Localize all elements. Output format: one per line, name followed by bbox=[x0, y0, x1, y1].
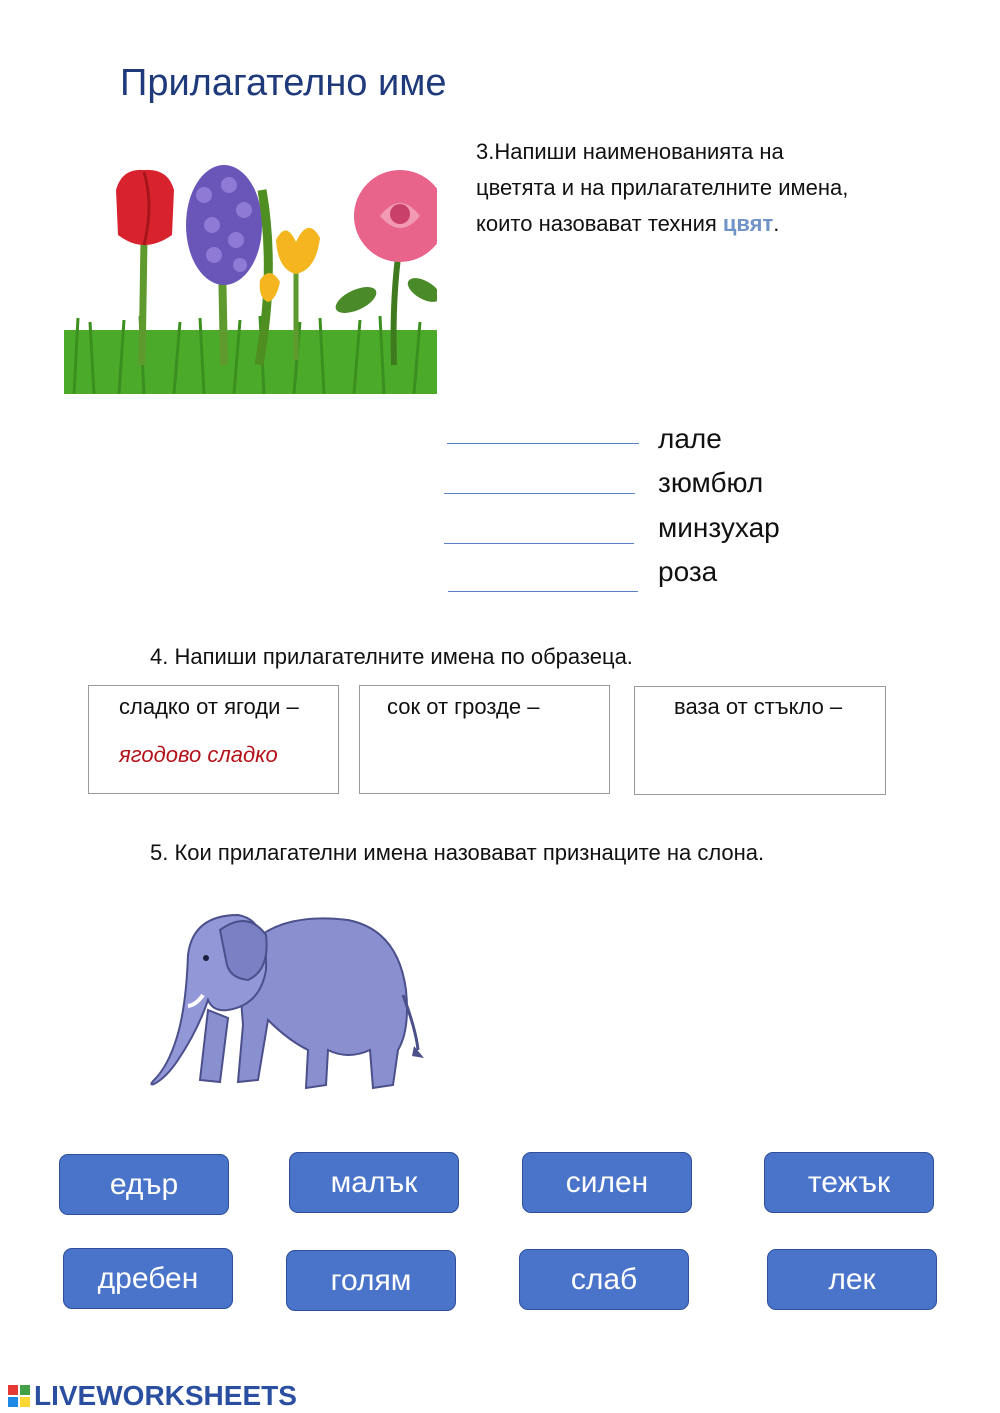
answer-line-roza[interactable] bbox=[448, 591, 638, 592]
flower-word-roza: роза bbox=[658, 556, 718, 587]
option-chip-lek[interactable]: лек bbox=[767, 1249, 937, 1310]
flower-word-minzuhar: минзухар bbox=[658, 512, 780, 543]
option-chip-tezhak[interactable]: тежък bbox=[764, 1152, 934, 1213]
elephant-illustration bbox=[148, 900, 428, 1096]
task3-highlight-word: цвят bbox=[722, 211, 774, 236]
task4-sample-answer: ягодово сладко bbox=[119, 742, 278, 767]
option-chip-malak[interactable]: малък bbox=[289, 1152, 459, 1213]
task3-text: 3.Напиши наименованията на цветята и на прилагателните имена, които назовават техния bbox=[476, 139, 849, 236]
task3-instructions bbox=[476, 134, 856, 242]
task4-box-1 bbox=[88, 685, 339, 794]
task4-box-2-label: сок от грозде – bbox=[387, 694, 540, 719]
option-chip-silen[interactable]: силен bbox=[522, 1152, 692, 1213]
task4-box-3[interactable] bbox=[634, 686, 886, 795]
task4-box-3-label: ваза от стъкло – bbox=[674, 694, 843, 719]
answer-line-lale[interactable] bbox=[447, 443, 639, 444]
task4-box-2[interactable] bbox=[359, 685, 610, 794]
task5-heading: 5. Кои прилагателни имена назовават признаците на слона. bbox=[150, 840, 765, 865]
task3-text-end: . bbox=[773, 211, 780, 236]
task4-heading: 4. Напиши прилагателните имена по образеца. bbox=[150, 644, 633, 669]
option-chip-edar[interactable]: едър bbox=[59, 1154, 229, 1215]
option-chip-slab[interactable]: слаб bbox=[519, 1249, 689, 1310]
flower-word-lale: лале bbox=[658, 423, 722, 454]
footer-brand-text: LIVEWORKSHEETS bbox=[34, 1380, 297, 1411]
flowers-illustration bbox=[64, 150, 437, 394]
option-chip-golyam[interactable]: голям bbox=[286, 1250, 456, 1311]
liveworksheets-logo-icon bbox=[8, 1385, 30, 1407]
flower-word-zyumbyul: зюмбюл bbox=[658, 467, 764, 498]
footer-brand bbox=[8, 1380, 297, 1412]
answer-line-zyumbyul[interactable] bbox=[444, 493, 635, 494]
option-chip-dreben[interactable]: дребен bbox=[63, 1248, 233, 1309]
page-title: Прилагателно име bbox=[120, 62, 447, 104]
answer-line-minzuhar[interactable] bbox=[444, 543, 634, 544]
task4-box-1-label: сладко от ягоди – bbox=[119, 694, 299, 719]
